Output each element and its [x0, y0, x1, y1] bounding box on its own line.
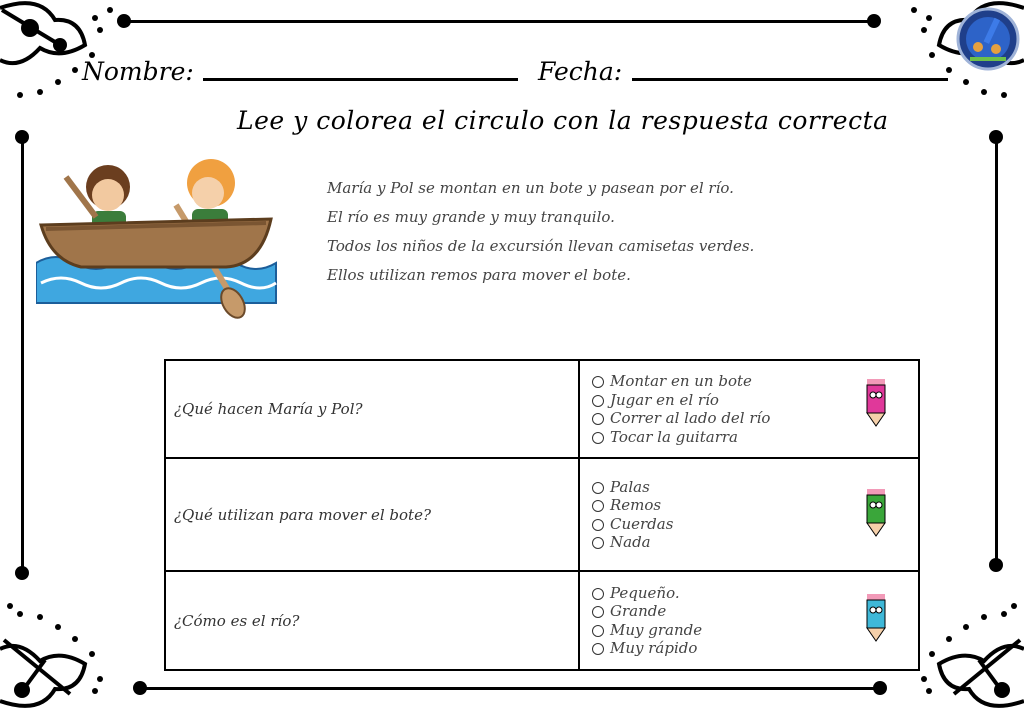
- answer-label: Remos: [610, 496, 662, 514]
- date-line[interactable]: [632, 78, 948, 81]
- date-label: Fecha:: [538, 57, 623, 86]
- frame-bottom-line: [140, 687, 880, 690]
- question-cell: ¿Qué utilizan para mover el bote?: [165, 458, 579, 571]
- answer-circle[interactable]: [592, 376, 604, 388]
- answer-circle[interactable]: [592, 413, 604, 425]
- frame-dot: [15, 130, 29, 144]
- answer-circle[interactable]: [592, 537, 604, 549]
- answer-label: Montar en un bote: [610, 372, 752, 390]
- answer-circle[interactable]: [592, 625, 604, 637]
- answer-circle[interactable]: [592, 588, 604, 600]
- frame-left-line: [21, 137, 24, 573]
- name-label: Nombre:: [82, 57, 194, 86]
- answer-circle[interactable]: [592, 482, 604, 494]
- answer-circle[interactable]: [592, 395, 604, 407]
- story-line: Todos los niños de la excursión llevan camisetas verdes.: [327, 237, 755, 255]
- frame-right-line: [995, 137, 998, 565]
- frame-dot: [15, 566, 29, 580]
- boat-illustration: [36, 155, 281, 320]
- story-text: [327, 176, 754, 292]
- answer-label: Tocar la guitarra: [610, 427, 738, 446]
- answer-label: Grande: [610, 602, 667, 620]
- answer-option[interactable]: [592, 428, 917, 447]
- frame-dot: [989, 130, 1003, 144]
- story-line: Ellos utilizan remos para mover el bote.: [327, 266, 631, 284]
- table-row: [165, 360, 919, 458]
- answer-cell: [579, 571, 919, 670]
- frame-dot: [133, 681, 147, 695]
- answer-cell: [579, 360, 919, 458]
- pencil-icon: [864, 594, 888, 642]
- answer-label: Correr al lado del río: [610, 409, 771, 427]
- frame-dot: [873, 681, 887, 695]
- answer-circle[interactable]: [592, 500, 604, 512]
- answer-label: Pequeño.: [610, 583, 680, 602]
- question-table: [164, 359, 920, 671]
- frame-dot: [989, 558, 1003, 572]
- frame-top-line: [124, 20, 874, 23]
- answer-label: Palas: [610, 477, 650, 496]
- question-cell: ¿Cómo es el río?: [165, 571, 579, 670]
- answer-circle[interactable]: [592, 643, 604, 655]
- name-line[interactable]: [203, 78, 518, 81]
- answer-label: Cuerdas: [610, 514, 674, 533]
- pencil-icon: [864, 489, 888, 537]
- page-title: Lee y colorea el circulo con la respuesta correcta: [237, 106, 889, 135]
- table-row: [165, 571, 919, 670]
- table-row: [165, 458, 919, 571]
- logo-badge: [956, 7, 1020, 71]
- answer-label: Muy rápido: [610, 639, 698, 657]
- corner-ornament-bottom-left: [0, 590, 130, 709]
- answer-circle[interactable]: [592, 519, 604, 531]
- answer-label: Jugar en el río: [610, 390, 719, 409]
- answer-circle[interactable]: [592, 606, 604, 618]
- frame-dot: [867, 14, 881, 28]
- story-line: El río es muy grande y muy tranquilo.: [327, 208, 615, 226]
- answer-label: Nada: [610, 533, 651, 551]
- answer-cell: [579, 458, 919, 571]
- answer-label: Muy grande: [610, 620, 703, 639]
- pencil-icon: [864, 379, 888, 427]
- story-line: María y Pol se montan en un bote y pasean por el río.: [327, 179, 734, 197]
- answer-circle[interactable]: [592, 432, 604, 444]
- question-cell: ¿Qué hacen María y Pol?: [165, 360, 579, 458]
